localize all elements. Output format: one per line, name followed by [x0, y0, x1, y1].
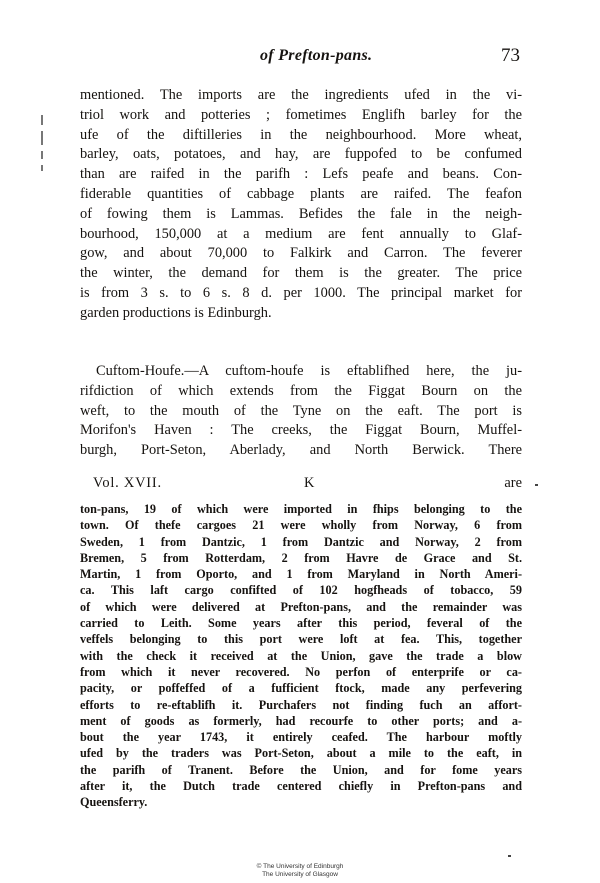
- copyright-line: © The University of Edinburgh: [256, 863, 344, 870]
- paragraph-custom-house: [80, 362, 522, 461]
- text-line: the winter, the demand for them is the greater. The price: [80, 265, 522, 282]
- margin-mark: [41, 151, 43, 159]
- text-line: than are raifed in the parifh : Lefs peafe and beans. Con-: [80, 166, 522, 183]
- footnote-line: Bremen, 5 from Rotterdam, 2 from Havre de Grace and St.: [80, 550, 522, 565]
- margin-mark: [41, 115, 43, 125]
- footnote-line: bout the year 1743, it entirely ceafed. The harbour moftly: [80, 730, 522, 745]
- text-line: gow, and about 70,000 to Falkirk and Carron. The feverer: [80, 245, 522, 262]
- text-line: Cuftom-Houfe.—A cuftom-houfe is eftablifhed here, the ju-: [96, 363, 522, 379]
- text-line: barley, oats, potatoes, and hay, are fuppofed to be confumed: [80, 146, 522, 163]
- footnote-line: ton-pans, 19 of which were imported in fhips belonging to the: [80, 502, 522, 516]
- volume-label: Vol. XVII.: [93, 475, 162, 491]
- page-number: 73: [501, 45, 520, 66]
- copyright-footer: [0, 863, 600, 879]
- copyright-line: The University of Glasgow: [262, 871, 338, 878]
- footnote-line: with the check it received at the Union, gave the trade a blow: [80, 648, 522, 663]
- text-line: of fowing them is Lammas. Befides the fale in the neigh-: [80, 205, 522, 222]
- footnote-line: ca. This laft cargo confifted of 102 hogfheads of tobacco, 59: [80, 583, 522, 598]
- catchword: are: [504, 475, 522, 491]
- footnote-line: of which were delivered at Prefton-pans, and the remainder was: [80, 599, 522, 614]
- text-line: mentioned. The imports are the ingredients ufed in the vi-: [80, 87, 522, 103]
- footnote-line: carried to Leith. Some years after this period, feveral of the: [80, 616, 522, 631]
- text-line: is from 3 s. to 6 s. 8 d. per 1000. The principal market for: [80, 284, 522, 301]
- text-line: weft, to the mouth of the Tyne on the eaft. The port is: [80, 402, 522, 419]
- footnote-line: Queensferry.: [80, 795, 148, 810]
- text-line: triol work and potteries ; fometimes Englifh barley for the: [80, 106, 522, 123]
- footnote-line: ufed by the traders was Port-Seton, about a mile to the eaft, in: [80, 746, 522, 761]
- text-line: rifdiction of which extends from the Figgat Bourn on the: [80, 382, 522, 399]
- footnote-continuation: [80, 501, 522, 811]
- signature-line: [80, 475, 522, 495]
- paragraph-imports: [80, 86, 522, 324]
- text-line: ufe of the diftilleries in the neighbourhood. More wheat,: [80, 126, 522, 143]
- footnote-line: veffels belonging to this port were loft at fea. This, together: [80, 632, 522, 647]
- footnote-line: pacity, or poffeffed of a fufficient ftock, made any perfevering: [80, 681, 522, 696]
- margin-mark: [41, 131, 43, 145]
- text-line: Morifon's Haven : The creeks, the Figgat Bourn, Muffel-: [80, 422, 522, 439]
- margin-mark: [41, 165, 43, 171]
- margin-marks: [36, 115, 48, 195]
- footnote-line: Martin, 1 from Oporto, and 1 from Maryland in North Ameri-: [80, 567, 522, 582]
- running-head: [80, 47, 520, 73]
- signature-mark: K: [304, 475, 315, 491]
- text-line: garden productions is Edinburgh.: [80, 304, 272, 321]
- text-line: burgh, Port-Seton, Aberlady, and North Berwick. There: [80, 442, 522, 459]
- footnote-line: from which it never recovered. No perfon of enterprife or ca-: [80, 664, 522, 679]
- footnote-line: efforts to re-eftablifh it. Purchafers not finding fuch an affort-: [80, 697, 522, 712]
- footnote-line: the parifh of Tranent. Before the Union, and for fome years: [80, 762, 522, 777]
- text-line: bourhood, 150,000 at a medium are fent annually to Glaf-: [80, 225, 522, 242]
- footnote-line: ment of goods as formerly, had recourfe to other ports; and a-: [80, 713, 522, 728]
- footnote-line: after it, the Dutch trade centered chiefly in Prefton-pans and: [80, 779, 522, 794]
- stray-mark: [535, 484, 538, 486]
- footnote-line: town. Of thefe cargoes 21 were wholly from Norway, 6 from: [80, 518, 522, 533]
- running-title: of Prefton-pans.: [260, 47, 373, 64]
- stray-mark: [508, 855, 511, 857]
- text-line: fiderable quantities of cabbage plants are raifed. The feafon: [80, 185, 522, 202]
- footnote-line: Sweden, 1 from Dantzic, 1 from Dantzic and Norway, 2 from: [80, 534, 522, 549]
